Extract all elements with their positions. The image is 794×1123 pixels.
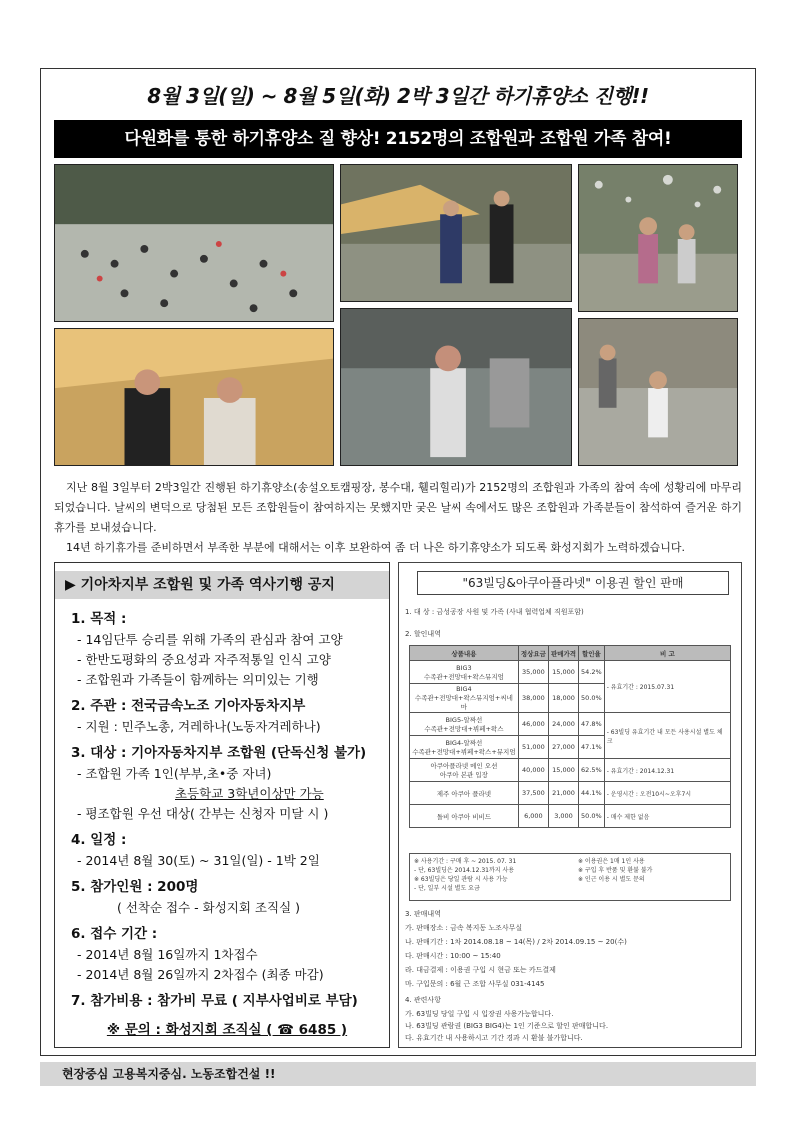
- table-row: [410, 805, 731, 828]
- section-heading: 4. 일정 :: [71, 832, 127, 848]
- table-row: [410, 661, 731, 684]
- sale-price-cell: 15,000: [548, 759, 578, 782]
- discount-cell: 44.1%: [579, 782, 605, 805]
- product-cell: BIG4-알짜선 수족관+전망대+뷔페+왁스+뮤지엄: [410, 736, 519, 759]
- notice-target: [71, 743, 383, 824]
- section-heading: 5. 참가인원 : 200명: [71, 879, 199, 895]
- notice-participants: [71, 877, 383, 918]
- product-cell: BIG5-알짜선 수족관+전망대+뷔페+왁스: [410, 713, 519, 736]
- section-line: - 14임단투 승리를 위해 가족의 관심과 참여 고양: [77, 632, 343, 647]
- footer-slogan: 현장중심 고용복지중심. 노동조합건설 !!: [40, 1062, 756, 1086]
- etc-line: 다. 유효기간 내 사용하시고 기간 경과 시 환불 불가합니다.: [405, 1034, 583, 1042]
- product-cell: 아쿠아플라넷 메인 오션 아쿠아 본관 입장: [410, 759, 519, 782]
- banner-title: 다원화를 통한 하기휴양소 질 향상! 2152명의 조합원과 조합원 가족 참여!: [54, 120, 742, 158]
- regular-price-cell: 6,000: [518, 805, 548, 828]
- sale-line: 다. 판매시간 : 10:00 ~ 15:40: [405, 952, 501, 960]
- photo-stream-water: [340, 308, 572, 466]
- discount-cell: 50.0%: [579, 684, 605, 713]
- table-row: [410, 782, 731, 805]
- photo-child-stream: [578, 318, 738, 466]
- price-col-header: 정상요금: [518, 646, 548, 661]
- ticket-title: "63빌딩&아쿠아플라넷" 이용권 할인 판매: [417, 571, 729, 595]
- page-headline: 8월 3일(일) ~ 8월 5일(화) 2박 3일간 하기휴양소 진행!!: [147, 84, 649, 108]
- sale-heading: 3. 판매내역: [405, 910, 441, 918]
- ticket-discount-notice: [398, 562, 742, 1048]
- etc-line: 나. 63빌딩 관람권 (BIG3 BIG4)는 1인 기준으로 할인 판매합니다.: [405, 1022, 609, 1030]
- price-table: [409, 645, 731, 828]
- etc-line: 가. 63빌딩 당일 구입 시 입장권 사용가능합니다.: [405, 1010, 554, 1018]
- photo-tent-group: [54, 328, 334, 466]
- product-cell: BIG4 수족관+전망대+왁스뮤지엄+씨네마: [410, 684, 519, 713]
- notice-contact: ※ 문의 : 화성지회 조직실 ( ☎ 6485 ): [106, 1022, 348, 1038]
- section-line: - 2014년 8월 16일까지 1차접수: [77, 947, 258, 962]
- usage-notes-right: ※ 이용권은 1매 1인 사용 ※ 구입 후 반품 및 환불 불가 ※ 인근 이용 시 별도 문의: [578, 858, 653, 883]
- table-row: [410, 713, 731, 736]
- price-col-header: 할인율: [579, 646, 605, 661]
- sale-price-cell: 15,000: [548, 661, 578, 684]
- remark-cell: - 유효기간 : 2015.07.31: [604, 661, 730, 713]
- photo-stream-crowd: [54, 164, 334, 322]
- photo-tents: [340, 164, 572, 302]
- price-col-header: 상품내용: [410, 646, 519, 661]
- history-trip-notice: [54, 562, 390, 1048]
- report-paragraph-2: 14년 하기휴가를 준비하면서 부족한 부분에 대해서는 이후 보완하여 좀 더 나은 하기휴양소가 되도록 화성지회가 노력하겠습니다.: [66, 541, 685, 554]
- discount-cell: 47.1%: [579, 736, 605, 759]
- photo-kids-bubbles: [578, 164, 738, 312]
- price-col-header: 판매가격: [548, 646, 578, 661]
- notice-body: [71, 609, 383, 1038]
- sale-price-cell: 24,000: [548, 713, 578, 736]
- notice-purpose: [71, 609, 383, 690]
- table-row: [410, 759, 731, 782]
- regular-price-cell: 40,000: [518, 759, 548, 782]
- regular-price-cell: 35,000: [518, 661, 548, 684]
- section-line: - 평조합원 우선 대상( 간부는 신청자 미달 시 ): [77, 806, 329, 821]
- remark-cell: - 63빌딩 유효기간 내 모든 사용시설 별도 체크: [604, 713, 730, 759]
- sale-line: 마. 구입문의 : 6월 근 조합 사무실 031-4145: [405, 980, 545, 988]
- sale-line: 가. 판매장소 : 금속 복지동 노조사무실: [405, 924, 523, 932]
- sale-line: 나. 판매기간 : 1차 2014.08.18 ~ 14(목) / 2차 2014.09.15 ~ 20(수): [405, 938, 627, 946]
- section-heading: 3. 대상 : 기아자동차지부 조합원 (단독신청 불가): [71, 745, 367, 761]
- section-line: 초등학교 3학년이상만 가능: [175, 786, 324, 801]
- remark-cell: - 매수 제한 없음: [604, 805, 730, 828]
- section-line: - 2014년 8월 30(토) ~ 31일(일) - 1박 2일: [77, 853, 320, 868]
- notice-registration: [71, 924, 383, 985]
- discount-cell: 47.8%: [579, 713, 605, 736]
- section-line: - 한반도평화의 중요성과 자주적통일 인식 고양: [77, 652, 331, 667]
- etc-heading: 4. 관련사항: [405, 996, 441, 1004]
- product-cell: 돌비 아쿠아 비비드: [410, 805, 519, 828]
- section-line: ( 선착순 접수 - 화성지회 조직실 ): [117, 900, 301, 915]
- product-cell: 제주 아쿠아 플라넷: [410, 782, 519, 805]
- sale-price-cell: 21,000: [548, 782, 578, 805]
- discount-cell: 62.5%: [579, 759, 605, 782]
- usage-notes-left: ※ 사용기간 : 구매 후 ~ 2015. 07. 31 - 단, 63빌딩은 2014.12.31까지 사용 ※ 63빌딩은 당일 관람 시 사용 가능 - 단, 일부 시설 별도 요금: [414, 858, 517, 892]
- remark-cell: - 운영시간 : 오전10시~오후7시: [604, 782, 730, 805]
- regular-price-cell: 51,000: [518, 736, 548, 759]
- regular-price-cell: 37,500: [518, 782, 548, 805]
- discount-cell: 54.2%: [579, 661, 605, 684]
- ticket-usage-notes: [409, 853, 731, 901]
- section-heading: 7. 참가비용 : 참가비 무료 ( 지부사업비로 부담): [71, 993, 358, 1009]
- notice-title: ▶ 기아차지부 조합원 및 가족 역사기행 공지: [55, 571, 389, 599]
- section-line: - 2014년 8월 26일까지 2차접수 (최종 마감): [77, 967, 324, 982]
- sale-price-cell: 27,000: [548, 736, 578, 759]
- section-line: - 조합원 가족 1인(부부,초•중 자녀): [77, 766, 272, 781]
- section-line: - 지원 : 민주노총, 겨레하나(노동자겨레하나): [77, 719, 321, 734]
- ticket-target: 1. 대 상 : 금성공장 사원 및 가족 (사내 협력업체 직원포함): [405, 608, 584, 616]
- regular-price-cell: 46,000: [518, 713, 548, 736]
- sale-price-cell: 18,000: [548, 684, 578, 713]
- discount-cell: 50.0%: [579, 805, 605, 828]
- section-heading: 6. 접수 기간 :: [71, 926, 158, 942]
- product-cell: BIG3 수족관+전망대+왁스뮤지엄: [410, 661, 519, 684]
- sale-line: 라. 대금결제 : 이용권 구입 시 현금 또는 카드결제: [405, 966, 556, 974]
- report-paragraph-1: 지난 8월 3일부터 2박3일간 진행된 하기휴양소(송설오토캠핑장, 봉수대, 휄리힐리)가 2152명의 조합원과 가족의 참여 속에 성황리에 마무리 되었습니다. 날씨의 변덕으로 당첨된 모든 조합원들이 참여하지는 못했지만 궂은 날씨 속에서도 많은 조합원과 가족분들이 참석하여 즐거운 하기휴가를 보내셨습니다.: [54, 481, 742, 534]
- remark-cell: - 유효기간 : 2014.12.31: [604, 759, 730, 782]
- price-heading: 2. 할인내역: [405, 630, 441, 638]
- section-heading: 1. 목적 :: [71, 611, 127, 627]
- notice-organizer: [71, 696, 383, 737]
- report-text: [54, 478, 742, 558]
- price-col-header: 비 고: [604, 646, 730, 661]
- notice-schedule: [71, 830, 383, 871]
- section-line: - 조합원과 가족들이 함께하는 의미있는 기행: [77, 672, 319, 687]
- regular-price-cell: 38,000: [518, 684, 548, 713]
- notice-cost: [71, 991, 383, 1012]
- sale-price-cell: 3,000: [548, 805, 578, 828]
- section-heading: 2. 주관 : 전국금속노조 기아자동차지부: [71, 698, 306, 714]
